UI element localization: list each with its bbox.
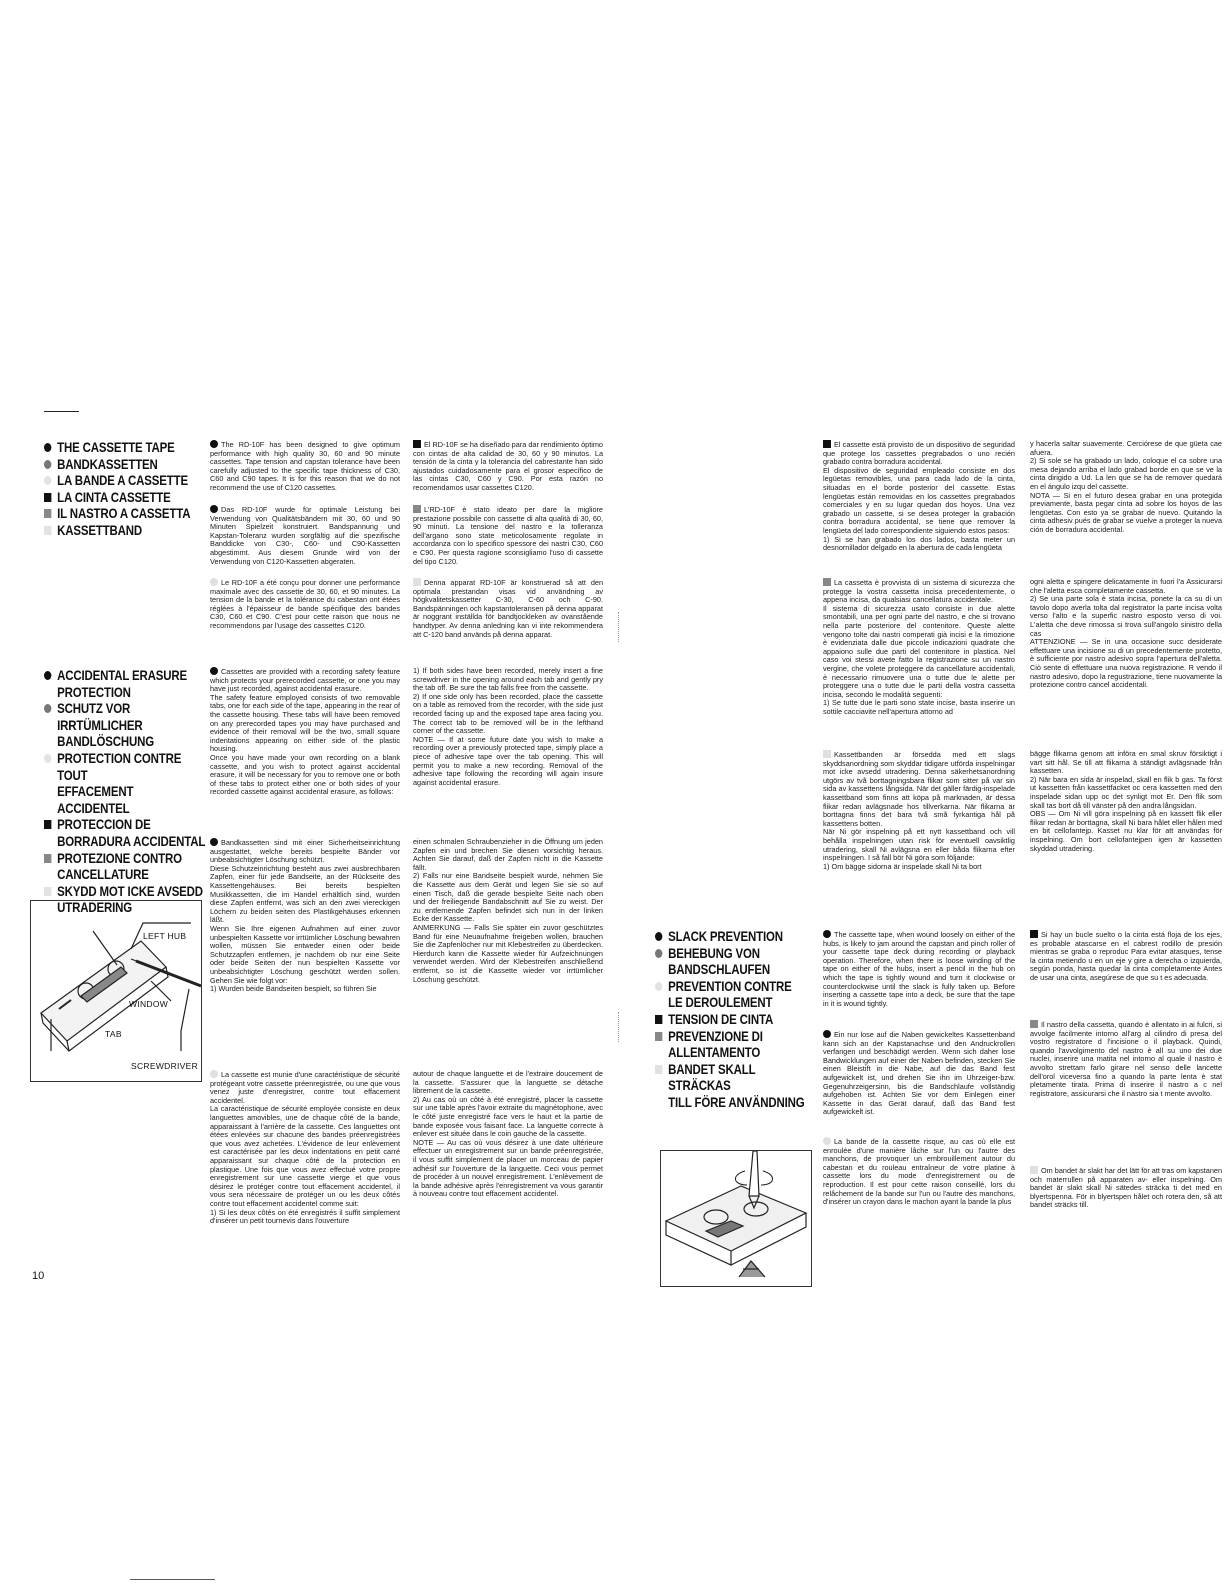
heading-it-2: CANCELLATURE [57, 866, 149, 883]
es-slack-text [1030, 930, 1222, 983]
heading-en-2: PROTECTION [57, 683, 131, 700]
de-erase-paragraph: Diese Schutzeinrichtung besteht aus zwei ausbrechbaren Zapfen, einer für jede Bandseite, an der Rückseite des Kassettengehäuses. Bei bereits bespielten Musikkassetten, die im Handel erhältlich sind, wurden diese Zapfen entfernt, was sich an den zwei viereckigen Löchern zu beiden seiten des Plastikgehäuses erkennen läßt. [210, 863, 400, 925]
es-erase-cont-text [1030, 440, 1222, 535]
screwdriver-label: SCREWDRIVER [131, 1061, 199, 1071]
it-erase-cont-text [1030, 578, 1222, 690]
heading-de: BANDKASSETTEN [57, 455, 158, 472]
bullet-dot-icon [44, 439, 57, 456]
de-slack-text [823, 1030, 1015, 1117]
en-erase-paragraph: 2) If one side only has been recorded, place the cassette on a table as removed from the recorder, with the side just recorded facing up and the exposed tape area facing you. The correct tab to be removed will be in the lefthand corner of the cassette. [413, 691, 603, 736]
heading-sv-1: SKYDD MOT ICKE AVSEDD [57, 882, 203, 899]
heading-es-1: TENSION DE CINTA [668, 1010, 774, 1027]
de-tape-text [210, 505, 400, 566]
pencil-cassette-illustration [661, 1151, 811, 1286]
de-erase-text [210, 838, 400, 994]
bullet-dot-icon [823, 930, 831, 938]
fr-slack-paragraph: La bande de la cassette risque, au cas où elle est enroulée d'une manière lâche sur l'un ou l'autre des manchons, de provoquer un embrouillement autour du cabestan et du rouleau entraîneur de votre platine à cassette lors du mode d'enregistrement ou de reproduction. Il est pour cette raison conseillé, lors du relâchement de la bande sur l'un ou l'autre des manchons, d'insérer un crayon dans le machon ayant la bande la plus [823, 1137, 1015, 1207]
bullet-dot-icon [210, 1070, 218, 1078]
sv-slack-paragraph: Om bandet är slakt har det lätt för att tras om kapstanen och materrullen på apparaten av- eller inspelning. Om bandet är slakt skall Ni sätedes sträcka ti det med en blyertspenna. För in blyertspen hålet och rotera den, så att bandet sträcks till. [1030, 1166, 1222, 1210]
en-erase-text [210, 667, 400, 797]
fr-erase-paragraph: La cassette est munie d'une caractéristique de sécurité protégeant votre cassette préenregistrée, ou une que vous venez juste d'enregistrer, contre tout effacement accidentel. [210, 1070, 400, 1105]
fr-slack-text [823, 1137, 1015, 1207]
bullet-square-icon [44, 883, 57, 900]
es-erase-paragraph: 2) Si sole se ha grabado un lado, coloque el ca sobre una mesa dejando arriba el lado grabad borde en que se ve la cinta dirigido a Ud. La len que se ha de remover quedará en el ángulo izqu del cassette. [1030, 456, 1222, 491]
heading-en-1: SLACK PREVENTION [668, 928, 783, 944]
heading-sv-2: TILL FÖRE ANVÄNDNING [668, 1093, 805, 1110]
de-erase-cont-text [413, 838, 603, 984]
bullet-dot-icon [44, 667, 57, 684]
fr-erase-paragraph: 2) Au cas où un côté à été enregistré, placer la cassette sur une table après l'avoir extraite du magnétophone, avec le côté juste enregistré face vers le haut et la partie de bande exposée vous faisant face. La languette correcte à enlever est située dans le coin gauche de la cassette. [413, 1094, 603, 1139]
heading-fr-2: LE DEROULEMENT [668, 994, 773, 1011]
heading-es: LA CINTA CASSETTE [57, 488, 171, 505]
fr-erase-text [210, 1070, 400, 1226]
fr-tape-text [210, 578, 400, 631]
left-hub-label: LEFT HUB [143, 931, 187, 941]
bullet-dot-icon [44, 700, 57, 717]
cassette-tape-headings [44, 439, 208, 539]
bullet-dot-icon [210, 578, 218, 586]
fr-erase-paragraph: La caractéristique de sécurité employée consiste en deux languettes amovibles, une de chaque côté de la bande, apparaissant à l'arrière de la cassette. Ces languettes ont étées enlevées sur chacune des bandes préenregistrées que vous avez achetées. L'évidence de leur enlèvement est caractérisée par les deux indentations en petit carré apparaissant sur chaque côté de la protection en plastique. Une fois que vous avez effectué votre propre enregistrement sur une cassette vierge et que vous désirez le protéger contre tout effacement accidentel, il vous sera nécessaire de protéger un ou les deux côtés contre tout effacement accidentel comme suit: [210, 1104, 400, 1208]
bullet-square-icon [1030, 1166, 1038, 1174]
bullet-square-icon [44, 522, 57, 539]
en-erase-cont-text [413, 667, 603, 787]
heading-fr-1: PROTECTION CONTRE TOUT [57, 749, 182, 783]
sv-tape-text [413, 578, 603, 639]
it-slack-text [1030, 1020, 1222, 1098]
page-number: 10 [32, 1270, 45, 1282]
bullet-square-icon [655, 1011, 668, 1028]
bullet-square-icon [823, 750, 831, 758]
it-erase-paragraph: ogni aletta e spingere delicatamente in fuori l'a Assicurarsi che l'aletta esca completamente cassetta. [1030, 577, 1222, 595]
sv-erase-cont-text [1030, 750, 1222, 853]
heading-es-1: PROTECCION DE [57, 816, 151, 833]
cassette-tab-figure [30, 900, 202, 1082]
de-erase-paragraph: 1) Wurden beide Bandseiten bespielt, so führen Sie [210, 984, 377, 994]
bullet-dot-icon [823, 1137, 831, 1145]
bullet-square-icon [1030, 1020, 1038, 1028]
binding-mark [618, 1012, 623, 1042]
bullet-square-icon [655, 1028, 668, 1045]
heading-sv-2: UTRADERING [57, 899, 133, 916]
sv-erase-paragraph: bägge flikarna genom att införa en smal skruv försiktigt i vart sitt hål. Se till att flikarna ä ständigt avlägsnade från kassetten. [1030, 749, 1222, 776]
sv-tape-paragraph: Denna apparat RD-10F är konstruerad så att den optimala prestandan visas vid användning av högkvalitetskassetter C-30, C-60 och C-90. Bandspänningen och kapstantoleransen på denna apparat är noggrant inställda för bandtjockleken av ovanstående handtyper. Av denna anledning kan vi inte rekommendera att C-120 band används på denna apparat. [413, 578, 603, 639]
de-erase-paragraph: Wenn Sie Ihre eigenen Aufnahmen auf einer zuvor unbespielten Kassette vor irrtümlicher Löschung bewahren wollen, müssen Sie entweder einen oder beide Schutzzapfen entfernen, je nachdem ob nur eine Seite oder beide Seiten der nun bespielten Kassette vor unbeabsichtigter Löschung geschützt werden sollen. Gehen Sie wie folgt vor: [210, 923, 400, 985]
tab-label: TAB [105, 1029, 122, 1039]
cassette-screwdriver-illustration [31, 901, 201, 1081]
en-erase-paragraph: Once you have made your own recording on a blank cassette, and you wish to protect against accidental erasure, it will be necessary for you to remove one or both of these tabs to protect either one or both sides of your recorded cassette against accidental erasure, as follows: [210, 752, 400, 797]
bullet-square-icon [44, 816, 57, 833]
sv-erase-paragraph: OBS — Om Ni vill göra inspelning på en kassett flik eller flikar redan är borttagna, skall Ni bara hålet eller hålen med en bit cellofantejp. Kasset nu klar för att användas för inspelning. Om bort cellofantejpen igen är kassetten skyddad utradering. [1030, 809, 1222, 853]
de-erase-paragraph: Bandkassetten sind mit einer Sicherheitseinrichtung ausgestattet, welche bereits bespielte Bänder vor unbeabsichtigter Löschung schützt. [210, 838, 400, 865]
pencil-slack-figure [660, 1150, 812, 1287]
fr-erase-paragraph: NOTE — Au cas où vous désirez à une date ultérieure effectuer un enregistrement sur un bande préenregistrée, il vous suffit simplement de placer un morceau de papier adhésif sur l'ouverture de la languette. Ceci vous permet de procéder à un nouvel enregistrement. L'enlèvement de la bande adhésive après l'enregistrement va vous garantir à nouveau contre tout effacement accidentel. [413, 1137, 603, 1199]
bullet-dot-icon [210, 440, 218, 448]
en-slack-paragraph: The cassette tape, when wound loosely on either of the hubs, is likely to jam around the capstan and pinch roller of your cassette tape deck during recording or playback operation. Therefore, when there is loose winding of the tape on either of the hubs, insert a pencil in the hub on which the tape is tightly wound and turn it clockwise or counterclockwise until the slack is fully taken up. Before inserting a cassette tape into a deck, be sure that the tape in it is wound tightly. [823, 930, 1015, 1008]
sv-erase-text [823, 750, 1015, 871]
es-tape-paragraph: El RD-10F se ha diseñado para dar rendimiento óptimo con cintas de alta calidad de 30, 60 y 90 minutos. La tensión de la cinta y la tolerancia del cabrestante han sido ajustados cuidadosamente para el grosor específico de las cintas C30, C60 y C90. Por esta razón no recomendamos usar cassettes C120. [413, 440, 603, 492]
binding-mark [618, 612, 623, 642]
es-erase-paragraph: El dispositivo de seguridad empleado consiste en dos legüetas removibles, una para cada lado de la cinta, situadas en el borde posterior del cassette. Estas lengüetas están removidas en los cassettes pregrabados comerciales y en su lugar quedan dos hoyos. Una vez grabado un cassette, si se desea proteger la grabación contra borradura accidental, se tiene que remover la lengüeta del lado correspondiente siguiendo estos pasos: [823, 465, 1015, 535]
bullet-square-icon [44, 489, 57, 506]
sv-erase-paragraph: 1) Om bägge sidorna är inspelade skall Ni ta bort [823, 861, 982, 871]
bullet-dot-icon [655, 945, 668, 962]
heading-es-2: BORRADURA ACCIDENTAL [57, 832, 206, 849]
en-erase-paragraph: Cassettes are provided with a recording safety feature which protects your prerecorded cassette, or one you may have just recorded, against accidental erasure. [210, 667, 400, 694]
bullet-dot-icon [44, 472, 57, 489]
bullet-dot-icon [44, 456, 57, 473]
en-tape-paragraph: The RD-10F has been designed to give optimum performance with high quality 30, 60 and 90 minute cassettes. Tape tension and capstan tolerance have been carefully adjusted to the specific tape thickness of C30, C60 and C90 tapes. It is for this reason that we do not recommend the use of C120 cassettes. [210, 440, 400, 492]
heading-de-3: BANDLÖSCHUNG [57, 733, 155, 750]
it-erase-paragraph: 1) Se tutte due le parti sono state incise, basta inserire un sottile cacciavite nell'apertura attorno ad [823, 698, 1015, 716]
es-erase-paragraph: El cassette está provisto de un dispositivo de seguridad que protege los cassettes pregrabados o uno recién grabado contra borradura accidental. [823, 440, 1015, 467]
es-erase-paragraph: 1) Si se han grabado los dos lados, basta meter un desnornillador delgado en la abertura de cada lengüeta [823, 534, 1015, 553]
it-slack-paragraph: Il nastro della cassetta, quando è allentato in ai fulcri, si avvolge facilmente intorno all'arg al cilindro di presa del vostro registratore d l'incisione o il playback. Quindi, quando l'avvolgimento del nastro è all su uno dei due nuclei, inserire una matita nel intorno al quale il nastro è avvolto strettam farlo girare nel senso delle lancette dell'orol viceversa fino a quando la parte lenta è stat pletamente tirata. Prima di inserire il nastro a c nel registratore, assicurarsi che il nastro sia t mente avvolto. [1030, 1020, 1222, 1098]
window-label: WINDOW [129, 999, 169, 1009]
en-slack-text [823, 930, 1015, 1008]
bullet-square-icon [413, 440, 421, 448]
it-erase-paragraph: 2) Se una parte sola è stata incisa, ponete la ca su di un tavolo dopo averla tolta dal registrator la parte incisa volta verso l'alto e la superfic nastro esposto verso di voi. L'aletta che deve rimossa si trova sull'angolo sinistro della cas [1030, 594, 1222, 638]
en-erase-paragraph: 1) If both sides have been recorded, merely insert a fine screwdriver in the opening around each tab and gently pry the tab off. Be sure the tab falls free from the cassette. [413, 666, 603, 693]
bullet-dot-icon [210, 838, 218, 846]
heading-sv: KASSETTBAND [57, 521, 143, 538]
fr-erase-paragraph: 1) Si les deux côtés on été enregistrés il suffit simplement d'insérer un petit tournevis dans l'ouverture [210, 1207, 400, 1226]
heading-sv-1: BANDET SKALL STRÄCKAS [668, 1060, 756, 1094]
heading-fr: LA BANDE A CASSETTE [57, 472, 188, 489]
en-erase-paragraph: NOTE — If at some future date you wish to make a recording over a previously protected tape, simply place a piece of adhesive tape over the tab opening. This will permit you to make a new recording. Removal of the adhesive tape following the recording will again insure against accidental erasure. [413, 734, 603, 787]
es-erase-paragraph: NOTA — Si en el futuro desea grabar en una protegida previamente, basta pegar cinta ad sobre los hoyos de las lengüetas. Con esto ya se grabar de nuevo. Quitando la cinta adhesiv pués de grabar se vuelve a proteger la nueva ción de borradura accidental. [1030, 490, 1222, 534]
bullet-dot-icon [655, 928, 668, 945]
top-rule [44, 411, 79, 412]
it-tape-text [413, 505, 603, 566]
heading-it-1: PROTEZIONE CONTRO [57, 849, 182, 866]
it-erase-paragraph: La cassetta è provvista di un sistema di sicurezza che protegge la vostra cassetta incisa precedentemente, o appena incisa, da qualsiasi cancellatura accidentale. [823, 578, 1015, 605]
heading-it: IL NASTRO A CASSETTA [57, 505, 191, 522]
es-erase-paragraph: y hacerla saltar suavemente. Cerciórese de que güeta cae afuera. [1030, 439, 1222, 457]
bullet-dot-icon [823, 1030, 831, 1038]
es-tape-text [413, 440, 603, 493]
es-slack-paragraph: Si hay un bucle suelto o la cinta está floja de los ejes, es probable atascarse en el cabrest rodillo de presión mientras se graba o reproduc Para evitar atasques, tense la cinta metiendo u en un eje y gire a derecha o izquierda, según ponda, hasta quedar la cinta completamente Antes de usar una cinta, asegúrese de que su t es adecuada. [1030, 930, 1222, 982]
bullet-dot-icon [44, 750, 57, 783]
right-cut-column [1030, 438, 1225, 1278]
heading-de-1: BEHEBUNG VON [668, 944, 760, 961]
en-tape-text [210, 440, 400, 493]
de-erase-paragraph: einen schmalen Schraubenzieher in die Öffnung um jeden Zapfen ein und brechen Sie diesen vorsichtig heraus. Achten Sie darauf, daß der Zapfen nicht in die Kassette fällt. [413, 837, 603, 872]
heading-en-1: ACCIDENTAL ERASURE [57, 667, 188, 683]
it-erase-text [823, 578, 1015, 717]
fr-erase-cont-text [413, 1070, 603, 1199]
de-slack-paragraph: Ein nur lose auf die Naben gewickeltes Kassettenband kann sich an der Kapstanachse und den Andruckrollen verfangen und beschädigt werden. Wenn sich daher lose Bandwicklungen auf einer der Naben befinden, stecken Sie einen Bleistift in die Nabe, auf die das Band fest aufgewickelt ist, und drehen Sie ihn im Uhrzeiger-bzw. Gegenuhrzeigersinn, bis die Bandschlaufe vollständig aufgehoben ist. Achten Sie vor dem Einlegen einer Kassette in das Gerät darauf, daß das Band fest aufgewickelt ist. [823, 1030, 1015, 1117]
bullet-square-icon [823, 440, 831, 448]
fr-tape-paragraph: Le RD-10F a été conçu pour donner une performance maximale avec des cassette de 30, 60, et 90 minutes. La tension de la bande et la tolérance du cabestan ont étées réglées à l'épaisseur de bande spécifique des bandes C30, C60 et C90. C'est pour cette raison que nous ne recommendons par l'usage des cassettes C120. [210, 578, 400, 630]
heading-it-2: ALLENTAMENTO [668, 1044, 761, 1061]
heading-fr-2: EFFACEMENT ACCIDENTEL [57, 783, 134, 816]
it-tape-paragraph: L'RD-10F è stato ideato per dare la migliore prestazione possibile con cassette di alta qualità di 30, 60, 90 minuti. La tensione del nastro e la tolleranza dell'argano sono state meticolosamente regolate in accordanza con lo specifico spessore dei nastri C30, C60 e C90. Per questa ragione sconsigliamo l'uso di cassette del tipo C120. [413, 505, 603, 566]
slack-prevention-headings [655, 928, 819, 1111]
en-erase-paragraph: The safety feature employed consists of two removable tabs, one for each side of the tape, appearing in the rear of the cassette housing. These tabs will have been removed on any prerecorded tapes you may have purchased and evidence of their removal will be the two, small square indentations appearing on either side of the plastic housing. [210, 692, 400, 754]
bullet-dot-icon [655, 978, 668, 995]
heading-de-2: IRRTÜMLICHER [57, 716, 143, 733]
bullet-square-icon [44, 505, 57, 522]
sv-erase-paragraph: Kassettbanden är försedda med ett slags skyddsanordning som skyddar tidigare utförda inspelningar mot icke avsedd utradering. Denna säkerhetsanordning utgörs av två borttagningsbara flikar som sitter på var sin sida av kassettens långsida. När det gäller färdig-inspelade kassettband som finns att köpa på marknaden, är dessa flikar redan avlägsnade hos tillverkarna. När flikarna är borttagna finns det bara två små fyrkantiga hål på kassettens botten. [823, 750, 1015, 828]
bullet-square-icon [655, 1061, 668, 1094]
bullet-square-icon [44, 850, 57, 867]
de-tape-paragraph: Das RD-10F wurde für optimale Leistung bei Verwendung von Qualitätsbändern mit 30, 60 und 90 Minuten Spielzeit konstruiert. Bandspannung und Kapstan-Toleranz wurden sorgfältig auf die spezifische Banddicke von C30-, C60- und C90-Kassetten abgestimmt. Aus diesem Grunde wird von der Verwendung von C120-Kassetten abgeraten. [210, 505, 400, 566]
accidental-erasure-headings [44, 667, 208, 916]
bullet-square-icon [413, 578, 421, 586]
it-erase-paragraph: Il sistema di sicurezza usato consiste in due alette smontabili, una per ogni parte del nastro, e che si trovano nella parte posteriore del contenitore. Queste alette vengono tolte dai nastri comperati già incisi e la rimozione è evidenziata dalle due piccole indicazioni quadrate che appaiono sulle due parti del contenitore in plastica. Nel caso voi stessi avete fatto la registrazione su un nastro vergine, che volete proteggere da cancellature accidentali, è necessario rimuovere una o tutte due le alette per proteggere una o tutte due le parti della vostra cassetta incisa, secondo le modalità seguenti: [823, 603, 1015, 699]
heading-fr-1: PREVENTION CONTRE [668, 977, 792, 994]
de-erase-paragraph: ANMERKUNG — Falls Sie später ein zuvor geschütztes Band für eine Neuaufnahme freigeben wollen, brauchen Sie die Zapfenlöcher nur mit Klebestreifen zu überdecken. Hierdurch kann die Kassette wieder für Aufzeichnungen verwendet werden. Wird der Klebestreifen anschließend entfernt, so ist die Kassette wieder vor irrtümlicher Löschung geschützt. [413, 922, 603, 984]
sv-slack-text [1030, 1166, 1222, 1210]
bullet-square-icon [823, 578, 831, 586]
heading-en: THE CASSETTE TAPE [57, 439, 175, 455]
sv-erase-paragraph: 2) När bara en sida är inspelad, skall en flik b gas. Ta först ut kassetten från kassettfacket oc cera kassetten med den inspelade sidan upp oc det synligt mot Er. Den flik som skall tas bort då till vänster på den andra långsidan. [1030, 774, 1222, 810]
es-erase-text [823, 440, 1015, 553]
bullet-dot-icon [210, 505, 218, 513]
bottom-link-underline [130, 1579, 215, 1580]
heading-it-1: PREVENZIONE DI [668, 1027, 763, 1044]
sv-erase-paragraph: När Ni gör inspelning på ett nytt kassettband och vill behålla inspelningen utan risk för eventuell oavsiktlig utradering, skall Ni avlägsna en eller båda flikarna efter inspelningen. I så fall bör Ni göra som följande: [823, 827, 1015, 863]
de-erase-paragraph: 2) Falls nur eine Bandseite bespielt wurde, nehmen Sie die Kassette aus dem Gerät und legen Sie sie so auf einen Tisch, daß die gerade bespielte Seite nach oben und der freiliegende Bandabschnitt auf Sie zu weist. Der zu entfernende Zapfen befindet sich nun in der linken Ecke der Kassette. [413, 871, 603, 924]
heading-de-2: BANDSCHLAUFEN [668, 961, 770, 978]
bullet-dot-icon [210, 667, 218, 675]
bullet-square-icon [1030, 930, 1038, 938]
fr-erase-paragraph: autour de chaque languette et de l'extraire doucement de la cassette. S'assurer que la languette se détache librement de la cassette. [413, 1069, 603, 1096]
bullet-square-icon [413, 505, 421, 513]
heading-de-1: SCHUTZ VOR [57, 700, 131, 717]
it-erase-paragraph: ATTENZIONE — Se in una occasione succ desiderate effettuare una incisione su di un precedentemente protetto, è sufficiente por nastro adesivo sopra l'apertura dell'aletta. Ciò sente di effettuare una nuova registrazione. R vendo il nastro adesivo, dopo la regustrazione, tiene nuovamente la protezione contro cancel accidentali. [1030, 637, 1222, 690]
